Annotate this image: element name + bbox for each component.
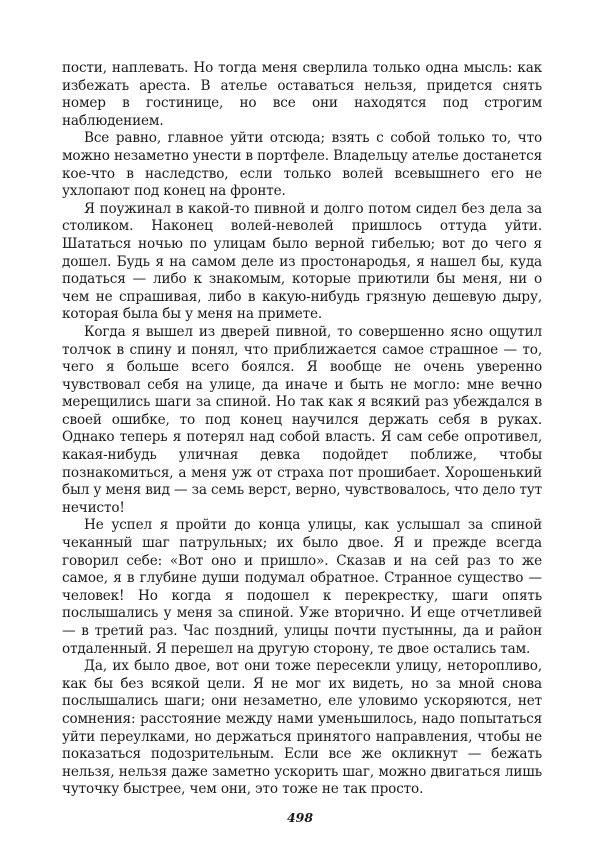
paragraph-6: Да, их было двое, вот они тоже пересекли улицу, неторопливо, как бы без всякой цели. Я не мог их видеть, но за мной снова послышались шаги; они незаметно, еле уловимо ускоряются, нет сомнения: расстояние между нами уменьшилось, надо попытаться уйти переулками, но держаться принятого направления, чтобы не показаться подозрительным. Если все же окликнут — бежать нельзя, нельзя даже заметно ускорить шаг, можно двигаться лишь чуточку быстрее, чем они, это тоже не так просто. [62, 658, 542, 798]
page-text [62, 60, 542, 799]
paragraph-3: Я поужинал в какой-то пивной и долго потом сидел без дела за столиком. Наконец волей-неволей пришлось оттуда уйти. Шататься ночью по улицам было верной гибелью; вот до чего я дошел. Будь я на самом деле из простонародья, я нашел бы, куда податься — либо к знакомым, которые приютили бы меня, ни о чем не спрашивая, либо в какую-нибудь грязную дешевую дыру, которая была бы у меня на примете. [62, 200, 542, 323]
paragraph-1: пости, наплевать. Но тогда меня сверлила только одна мысль: как избежать ареста. В ателье оставаться нельзя, придется снять номер в гостинице, но все они находятся под строгим наблюдением. [62, 60, 542, 129]
paragraph-2: Все равно, главное уйти отсюда; взять с собой только то, что можно незаметно унести в портфеле. Владельцу ателье достанется кое-что в наследство, если только волей всевышнего его не ухлопают под конец на фронте. [62, 130, 542, 200]
paragraph-5: Не успел я пройти до конца улицы, как услышал за спиной чеканный шаг патрульных; их было двое. Я и прежде всегда говорил себе: «Вот оно и пришло». Сказав и на сей раз то же самое, я в глубине души подумал обратное. Странное существо — человек! Но когда я подошел к перекрестку, шаги опять послышались у меня за спиной. Уже вторично. И еще отчетливей — в третий раз. Час поздний, улицы почти пустынны, да и район отдаленный. Я перешел на другую сторону, те двое остались там. [62, 517, 542, 657]
page-number: 498 [286, 810, 314, 825]
paragraph-4: Когда я вышел из дверей пивной, то совершенно ясно ощутил толчок в спину и понял, что приближается самое страшное — то, чего я больше всего боялся. Я вообще не очень уверенно чувствовал себя на улице, да иначе и быть не могло: мне вечно мерещились шаги за спиной. Но так как я всякий раз убеждался в своей ошибке, то под конец научился держать себя в руках. Однако теперь я потерял над собой власть. Я сам себе опротивел, какая-нибудь уличная девка подойдет поближе, чтобы познакомиться, а меня уж от страха пот прошибает. Хорошенький был у меня вид — за семь верст, верно, чувствовалось, что дело тут нечисто! [62, 323, 542, 516]
